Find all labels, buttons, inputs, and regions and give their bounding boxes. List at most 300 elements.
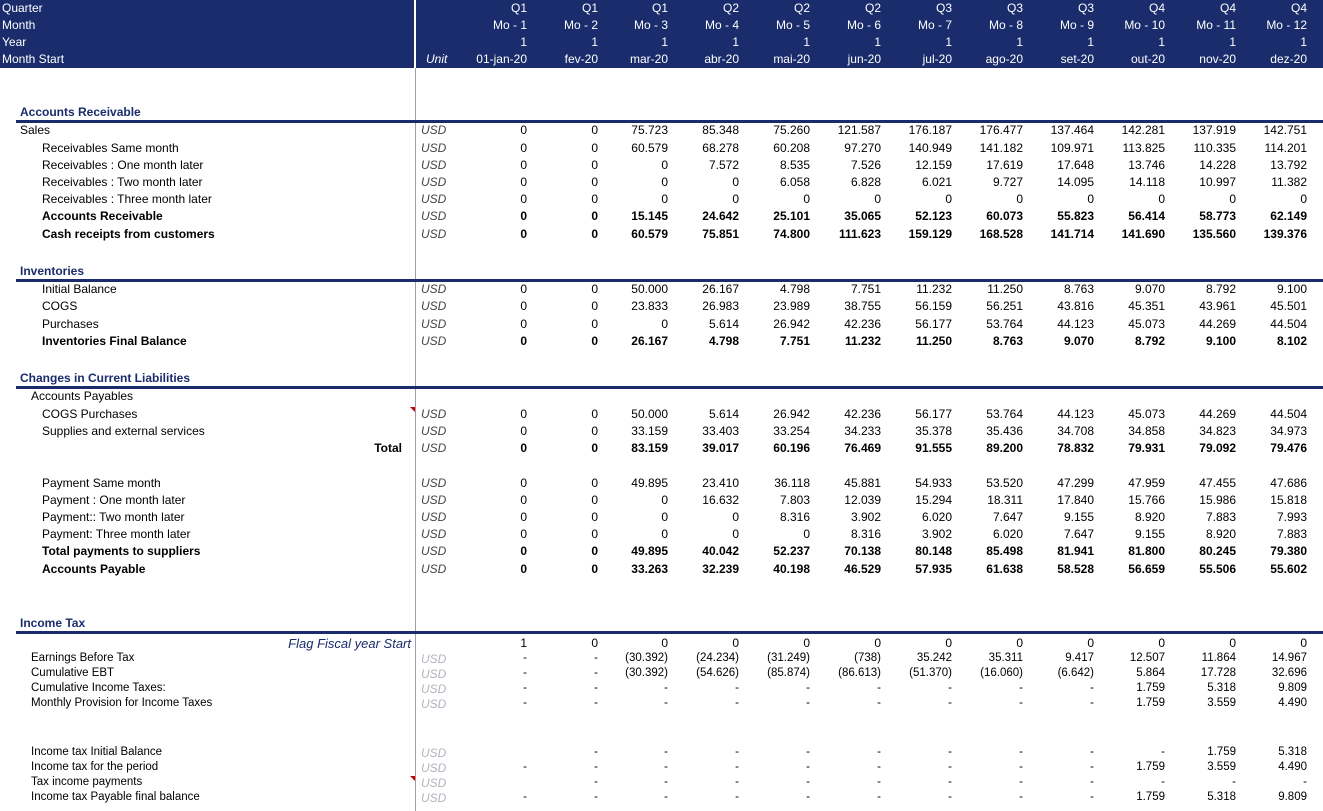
value-cell[interactable]: (51.370) [909,667,952,679]
value-cell[interactable]: 8.763 [992,334,1023,348]
value-cell[interactable]: - [1090,791,1094,803]
value-cell[interactable]: 0 [874,192,881,206]
value-cell[interactable]: 15.818 [1270,493,1307,507]
value-cell[interactable]: 18.311 [987,493,1023,507]
value-cell[interactable]: 113.825 [1122,141,1165,155]
value-cell[interactable]: 33.403 [702,424,739,438]
value-cell[interactable]: 60.073 [986,209,1023,223]
value-cell[interactable]: 79.476 [1270,441,1307,455]
value-cell[interactable]: 9.809 [1278,791,1307,803]
value-cell[interactable]: 15.145 [631,209,668,223]
value-cell[interactable]: 141.182 [979,141,1023,155]
value-cell[interactable]: 9.155 [1063,510,1094,524]
value-cell[interactable]: 60.579 [631,227,668,241]
value-cell[interactable]: 80.148 [915,544,952,558]
value-cell[interactable]: 0 [661,158,668,172]
value-cell[interactable]: - [664,761,668,773]
value-cell[interactable]: 140.949 [908,141,952,155]
value-cell[interactable]: - [948,682,952,694]
value-cell[interactable]: 137.464 [1050,123,1094,137]
value-cell[interactable]: (738) [854,652,881,664]
value-cell[interactable]: 11.250 [915,334,952,348]
value-cell[interactable]: 7.526 [850,158,881,172]
value-cell[interactable]: 34.708 [1057,424,1094,438]
value-cell[interactable]: 26.167 [631,334,668,348]
value-cell[interactable]: - [735,746,739,758]
value-cell[interactable]: 0 [520,493,527,507]
value-cell[interactable]: 0 [732,510,739,524]
value-cell[interactable]: 45.351 [1128,299,1165,313]
value-cell[interactable]: 0 [661,510,668,524]
value-cell[interactable]: 0 [591,123,598,137]
value-cell[interactable]: 142.751 [1263,123,1307,137]
value-cell[interactable]: 0 [945,192,952,206]
value-cell[interactable]: 0 [1016,192,1023,206]
value-cell[interactable]: 34.973 [1270,424,1307,438]
value-cell[interactable]: 43.816 [1057,299,1094,313]
value-cell[interactable]: 78.832 [1057,441,1094,455]
value-cell[interactable]: 35.242 [916,652,952,664]
value-cell[interactable]: 49.895 [631,476,668,490]
value-cell[interactable]: - [523,667,527,679]
value-cell[interactable]: 0 [591,636,598,650]
value-cell[interactable]: 44.269 [1199,317,1236,331]
value-cell[interactable]: 0 [591,527,598,541]
value-cell[interactable]: 0 [520,407,527,421]
value-cell[interactable]: 23.833 [631,299,668,313]
value-cell[interactable]: 15.986 [1199,493,1236,507]
value-cell[interactable]: 50.000 [631,407,668,421]
value-cell[interactable]: 5.864 [1136,667,1165,679]
value-cell[interactable]: 137.919 [1192,123,1236,137]
value-cell[interactable]: - [594,667,598,679]
value-cell[interactable]: 55.823 [1057,209,1094,223]
value-cell[interactable]: 55.602 [1270,562,1307,576]
value-cell[interactable]: 0 [803,192,810,206]
value-cell[interactable]: (30.392) [625,652,668,664]
value-cell[interactable]: 8.316 [779,510,810,524]
value-cell[interactable]: 76.469 [844,441,881,455]
value-cell[interactable]: 0 [520,334,527,348]
value-cell[interactable]: - [664,746,668,758]
value-cell[interactable]: 81.800 [1128,544,1165,558]
value-cell[interactable]: - [594,761,598,773]
value-cell[interactable]: 60.579 [631,141,668,155]
value-cell[interactable]: 0 [591,562,598,576]
value-cell[interactable]: (24.234) [696,652,739,664]
value-cell[interactable]: 0 [661,527,668,541]
value-cell[interactable]: - [664,791,668,803]
value-cell[interactable]: 56.177 [915,317,952,331]
value-cell[interactable]: 7.572 [708,158,739,172]
value-cell[interactable]: 50.000 [631,282,668,296]
value-cell[interactable]: - [735,791,739,803]
value-cell[interactable]: 139.376 [1263,227,1307,241]
value-cell[interactable]: 0 [520,123,527,137]
value-cell[interactable]: 1.759 [1136,761,1165,773]
value-cell[interactable]: 44.504 [1270,317,1307,331]
value-cell[interactable]: 6.020 [921,510,952,524]
value-cell[interactable]: 11.232 [916,282,952,296]
comment-indicator[interactable] [410,776,415,781]
value-cell[interactable]: - [523,682,527,694]
value-cell[interactable]: 0 [520,141,527,155]
value-cell[interactable]: 34.823 [1199,424,1236,438]
value-cell[interactable]: - [1019,746,1023,758]
value-cell[interactable]: 0 [591,141,598,155]
value-cell[interactable]: 8.920 [1134,510,1165,524]
value-cell[interactable]: 6.021 [921,175,952,189]
value-cell[interactable]: 80.245 [1199,544,1236,558]
value-cell[interactable]: 14.095 [1057,175,1094,189]
value-cell[interactable]: 17.728 [1200,667,1236,679]
value-cell[interactable]: - [735,761,739,773]
value-cell[interactable]: 58.773 [1199,209,1236,223]
value-cell[interactable]: 75.260 [773,123,810,137]
value-cell[interactable]: 0 [874,636,881,650]
value-cell[interactable]: 35.065 [844,209,881,223]
value-cell[interactable]: 168.528 [979,227,1023,241]
value-cell[interactable]: - [523,697,527,709]
value-cell[interactable]: 42.236 [844,317,881,331]
value-cell[interactable]: 60.196 [773,441,810,455]
value-cell[interactable]: 0 [1229,192,1236,206]
value-cell[interactable]: 39.017 [702,441,739,455]
value-cell[interactable]: 26.942 [773,317,810,331]
value-cell[interactable]: 54.933 [915,476,952,490]
value-cell[interactable]: - [806,682,810,694]
value-cell[interactable]: 25.101 [773,209,810,223]
value-cell[interactable]: 75.851 [702,227,739,241]
value-cell[interactable]: 45.501 [1270,299,1307,313]
value-cell[interactable]: 0 [661,636,668,650]
value-cell[interactable]: 53.764 [986,317,1023,331]
value-cell[interactable]: 0 [591,282,598,296]
value-cell[interactable]: 40.042 [702,544,739,558]
value-cell[interactable]: 56.414 [1128,209,1165,223]
value-cell[interactable]: - [1090,697,1094,709]
value-cell[interactable]: (30.392) [625,667,668,679]
value-cell[interactable]: 24.642 [702,209,739,223]
value-cell[interactable]: - [877,682,881,694]
value-cell[interactable]: - [594,776,598,788]
value-cell[interactable]: 14.118 [1129,175,1165,189]
value-cell[interactable]: 0 [591,493,598,507]
value-cell[interactable]: 56.159 [915,299,952,313]
value-cell[interactable]: 35.311 [988,652,1023,664]
value-cell[interactable]: 11.382 [1271,175,1307,189]
value-cell[interactable]: - [948,746,952,758]
value-cell[interactable]: 0 [520,510,527,524]
value-cell[interactable]: 33.263 [631,562,668,576]
value-cell[interactable]: - [594,682,598,694]
value-cell[interactable]: 1.759 [1136,791,1165,803]
value-cell[interactable]: 8.535 [779,158,810,172]
value-cell[interactable]: 16.632 [702,493,739,507]
value-cell[interactable]: - [1161,776,1165,788]
value-cell[interactable]: 23.410 [702,476,739,490]
value-cell[interactable]: 17.648 [1057,158,1094,172]
value-cell[interactable]: 0 [661,493,668,507]
value-cell[interactable]: 44.123 [1057,317,1094,331]
value-cell[interactable]: 3.902 [921,527,952,541]
value-cell[interactable]: 7.883 [1276,527,1307,541]
value-cell[interactable]: - [523,791,527,803]
value-cell[interactable]: 12.159 [915,158,952,172]
value-cell[interactable]: - [806,776,810,788]
value-cell[interactable]: 11.864 [1201,652,1236,664]
value-cell[interactable]: 52.123 [915,209,952,223]
value-cell[interactable]: 32.696 [1271,667,1307,679]
value-cell[interactable]: 46.529 [844,562,881,576]
value-cell[interactable]: 79.092 [1199,441,1236,455]
value-cell[interactable]: 6.828 [850,175,881,189]
value-cell[interactable]: - [1161,746,1165,758]
value-cell[interactable]: - [664,697,668,709]
value-cell[interactable]: 0 [661,317,668,331]
value-cell[interactable]: 9.809 [1278,682,1307,694]
value-cell[interactable]: - [1019,791,1023,803]
value-cell[interactable]: 110.335 [1193,141,1236,155]
value-cell[interactable]: 45.073 [1128,407,1165,421]
value-cell[interactable]: - [1090,776,1094,788]
value-cell[interactable]: 61.638 [986,562,1023,576]
value-cell[interactable]: 36.118 [774,476,810,490]
value-cell[interactable]: 9.155 [1134,527,1165,541]
value-cell[interactable]: - [1019,776,1023,788]
value-cell[interactable]: - [664,776,668,788]
value-cell[interactable]: 7.803 [779,493,810,507]
value-cell[interactable]: 0 [520,562,527,576]
value-cell[interactable]: 5.614 [708,317,739,331]
value-cell[interactable]: 15.766 [1128,493,1165,507]
value-cell[interactable]: 9.727 [992,175,1023,189]
value-cell[interactable]: 45.073 [1128,317,1165,331]
value-cell[interactable]: 0 [591,407,598,421]
value-cell[interactable]: - [877,746,881,758]
value-cell[interactable]: - [948,761,952,773]
value-cell[interactable]: 14.228 [1199,158,1236,172]
value-cell[interactable]: 0 [520,317,527,331]
value-cell[interactable]: 0 [945,636,952,650]
value-cell[interactable]: 0 [520,158,527,172]
value-cell[interactable]: 56.251 [986,299,1023,313]
value-cell[interactable]: 7.647 [992,510,1023,524]
value-cell[interactable]: 0 [591,334,598,348]
value-cell[interactable]: 0 [1158,636,1165,650]
value-cell[interactable]: 3.902 [850,510,881,524]
value-cell[interactable]: 141.690 [1121,227,1165,241]
value-cell[interactable]: 57.935 [915,562,952,576]
value-cell[interactable]: 3.559 [1207,697,1236,709]
value-cell[interactable]: 4.798 [708,334,739,348]
comment-indicator[interactable] [410,407,415,412]
value-cell[interactable]: - [594,652,598,664]
value-cell[interactable]: 6.058 [779,175,810,189]
value-cell[interactable]: 0 [1158,192,1165,206]
value-cell[interactable]: 0 [520,209,527,223]
value-cell[interactable]: 7.647 [1063,527,1094,541]
value-cell[interactable]: 6.020 [992,527,1023,541]
value-cell[interactable]: 7.883 [1205,510,1236,524]
value-cell[interactable]: 135.560 [1192,227,1236,241]
value-cell[interactable]: 0 [1229,636,1236,650]
value-cell[interactable]: 4.798 [779,282,810,296]
value-cell[interactable]: - [806,791,810,803]
value-cell[interactable]: 14.967 [1271,652,1307,664]
value-cell[interactable]: 12.507 [1129,652,1165,664]
value-cell[interactable]: 44.504 [1270,407,1307,421]
value-cell[interactable]: 0 [591,227,598,241]
value-cell[interactable]: 53.764 [986,407,1023,421]
value-cell[interactable]: - [735,697,739,709]
value-cell[interactable]: 114.201 [1264,141,1307,155]
value-cell[interactable]: 0 [591,192,598,206]
value-cell[interactable]: 83.159 [631,441,668,455]
value-cell[interactable]: 70.138 [844,544,881,558]
value-cell[interactable]: 0 [591,510,598,524]
value-cell[interactable]: 32.239 [702,562,739,576]
value-cell[interactable]: 5.318 [1278,746,1307,758]
value-cell[interactable]: 0 [591,175,598,189]
value-cell[interactable]: 23.989 [773,299,810,313]
value-cell[interactable]: 11.250 [987,282,1023,296]
value-cell[interactable]: 17.840 [1057,493,1094,507]
value-cell[interactable]: - [735,776,739,788]
value-cell[interactable]: 55.506 [1199,562,1236,576]
value-cell[interactable]: 53.520 [986,476,1023,490]
value-cell[interactable]: - [735,682,739,694]
value-cell[interactable]: - [1019,697,1023,709]
value-cell[interactable]: 79.931 [1128,441,1165,455]
value-cell[interactable]: 5.614 [708,407,739,421]
value-cell[interactable]: - [806,746,810,758]
value-cell[interactable]: 0 [1016,636,1023,650]
value-cell[interactable]: 0 [591,476,598,490]
value-cell[interactable]: 45.881 [844,476,881,490]
value-cell[interactable]: 58.528 [1057,562,1094,576]
value-cell[interactable]: 159.129 [908,227,952,241]
value-cell[interactable]: - [664,682,668,694]
value-cell[interactable]: 68.278 [702,141,739,155]
value-cell[interactable]: 62.149 [1270,209,1307,223]
value-cell[interactable]: 0 [732,636,739,650]
value-cell[interactable]: 5.318 [1207,791,1236,803]
value-cell[interactable]: 0 [520,175,527,189]
value-cell[interactable]: 89.200 [986,441,1023,455]
value-cell[interactable]: - [1232,776,1236,788]
value-cell[interactable]: 7.751 [850,282,881,296]
value-cell[interactable]: 8.792 [1205,282,1236,296]
value-cell[interactable]: - [806,761,810,773]
value-cell[interactable]: 0 [732,527,739,541]
value-cell[interactable]: - [877,791,881,803]
value-cell[interactable]: - [948,791,952,803]
value-cell[interactable]: 0 [1087,192,1094,206]
value-cell[interactable]: 13.746 [1128,158,1165,172]
value-cell[interactable]: 176.187 [908,123,952,137]
value-cell[interactable]: 0 [520,441,527,455]
value-cell[interactable]: 79.380 [1270,544,1307,558]
value-cell[interactable]: 0 [591,158,598,172]
value-cell[interactable]: 7.751 [779,334,810,348]
value-cell[interactable]: 9.417 [1065,652,1094,664]
value-cell[interactable]: 0 [520,282,527,296]
value-cell[interactable]: 0 [520,227,527,241]
value-cell[interactable]: - [523,652,527,664]
value-cell[interactable]: 0 [591,299,598,313]
value-cell[interactable]: (54.626) [696,667,739,679]
value-cell[interactable]: 10.997 [1199,175,1236,189]
value-cell[interactable]: 141.714 [1050,227,1094,241]
value-cell[interactable]: 33.159 [631,424,668,438]
value-cell[interactable]: 47.299 [1057,476,1094,490]
value-cell[interactable]: 17.619 [986,158,1023,172]
value-cell[interactable]: 0 [520,424,527,438]
value-cell[interactable]: 85.348 [702,123,739,137]
value-cell[interactable]: 1.759 [1207,746,1236,758]
value-cell[interactable]: 142.281 [1121,123,1165,137]
value-cell[interactable]: 8.920 [1205,527,1236,541]
value-cell[interactable]: 0 [520,476,527,490]
value-cell[interactable]: 47.686 [1270,476,1307,490]
value-cell[interactable]: 176.477 [979,123,1023,137]
value-cell[interactable]: 35.436 [986,424,1023,438]
value-cell[interactable]: 40.198 [773,562,810,576]
value-cell[interactable]: 109.971 [1050,141,1094,155]
value-cell[interactable]: 49.895 [631,544,668,558]
value-cell[interactable]: - [806,697,810,709]
value-cell[interactable]: - [1090,682,1094,694]
value-cell[interactable]: 9.100 [1276,282,1307,296]
value-cell[interactable]: 52.237 [773,544,810,558]
value-cell[interactable]: 75.723 [631,123,668,137]
value-cell[interactable]: - [1303,776,1307,788]
value-cell[interactable]: 111.623 [838,227,881,241]
value-cell[interactable]: 0 [520,299,527,313]
value-cell[interactable]: - [594,697,598,709]
value-cell[interactable]: 0 [520,192,527,206]
value-cell[interactable]: 4.490 [1278,761,1307,773]
value-cell[interactable]: 85.498 [986,544,1023,558]
value-cell[interactable]: 0 [1300,636,1307,650]
value-cell[interactable]: 56.177 [915,407,952,421]
value-cell[interactable]: 9.070 [1134,282,1165,296]
value-cell[interactable]: 56.659 [1128,562,1165,576]
value-cell[interactable]: 1 [520,636,527,650]
value-cell[interactable]: 0 [591,424,598,438]
value-cell[interactable]: (16.060) [980,667,1023,679]
value-cell[interactable]: 121.587 [837,123,881,137]
value-cell[interactable]: 9.100 [1205,334,1236,348]
value-cell[interactable]: 8.792 [1134,334,1165,348]
value-cell[interactable]: 1.759 [1136,682,1165,694]
value-cell[interactable]: 0 [591,317,598,331]
value-cell[interactable]: 33.254 [773,424,810,438]
value-cell[interactable]: 0 [803,527,810,541]
value-cell[interactable]: 0 [1300,192,1307,206]
value-cell[interactable]: - [1090,761,1094,773]
value-cell[interactable]: 34.233 [844,424,881,438]
value-cell[interactable]: 0 [661,175,668,189]
value-cell[interactable]: - [877,776,881,788]
value-cell[interactable]: - [594,746,598,758]
value-cell[interactable]: - [1090,746,1094,758]
value-cell[interactable]: 34.858 [1128,424,1165,438]
value-cell[interactable]: 0 [591,544,598,558]
value-cell[interactable]: 15.294 [915,493,952,507]
value-cell[interactable]: 5.318 [1207,682,1236,694]
